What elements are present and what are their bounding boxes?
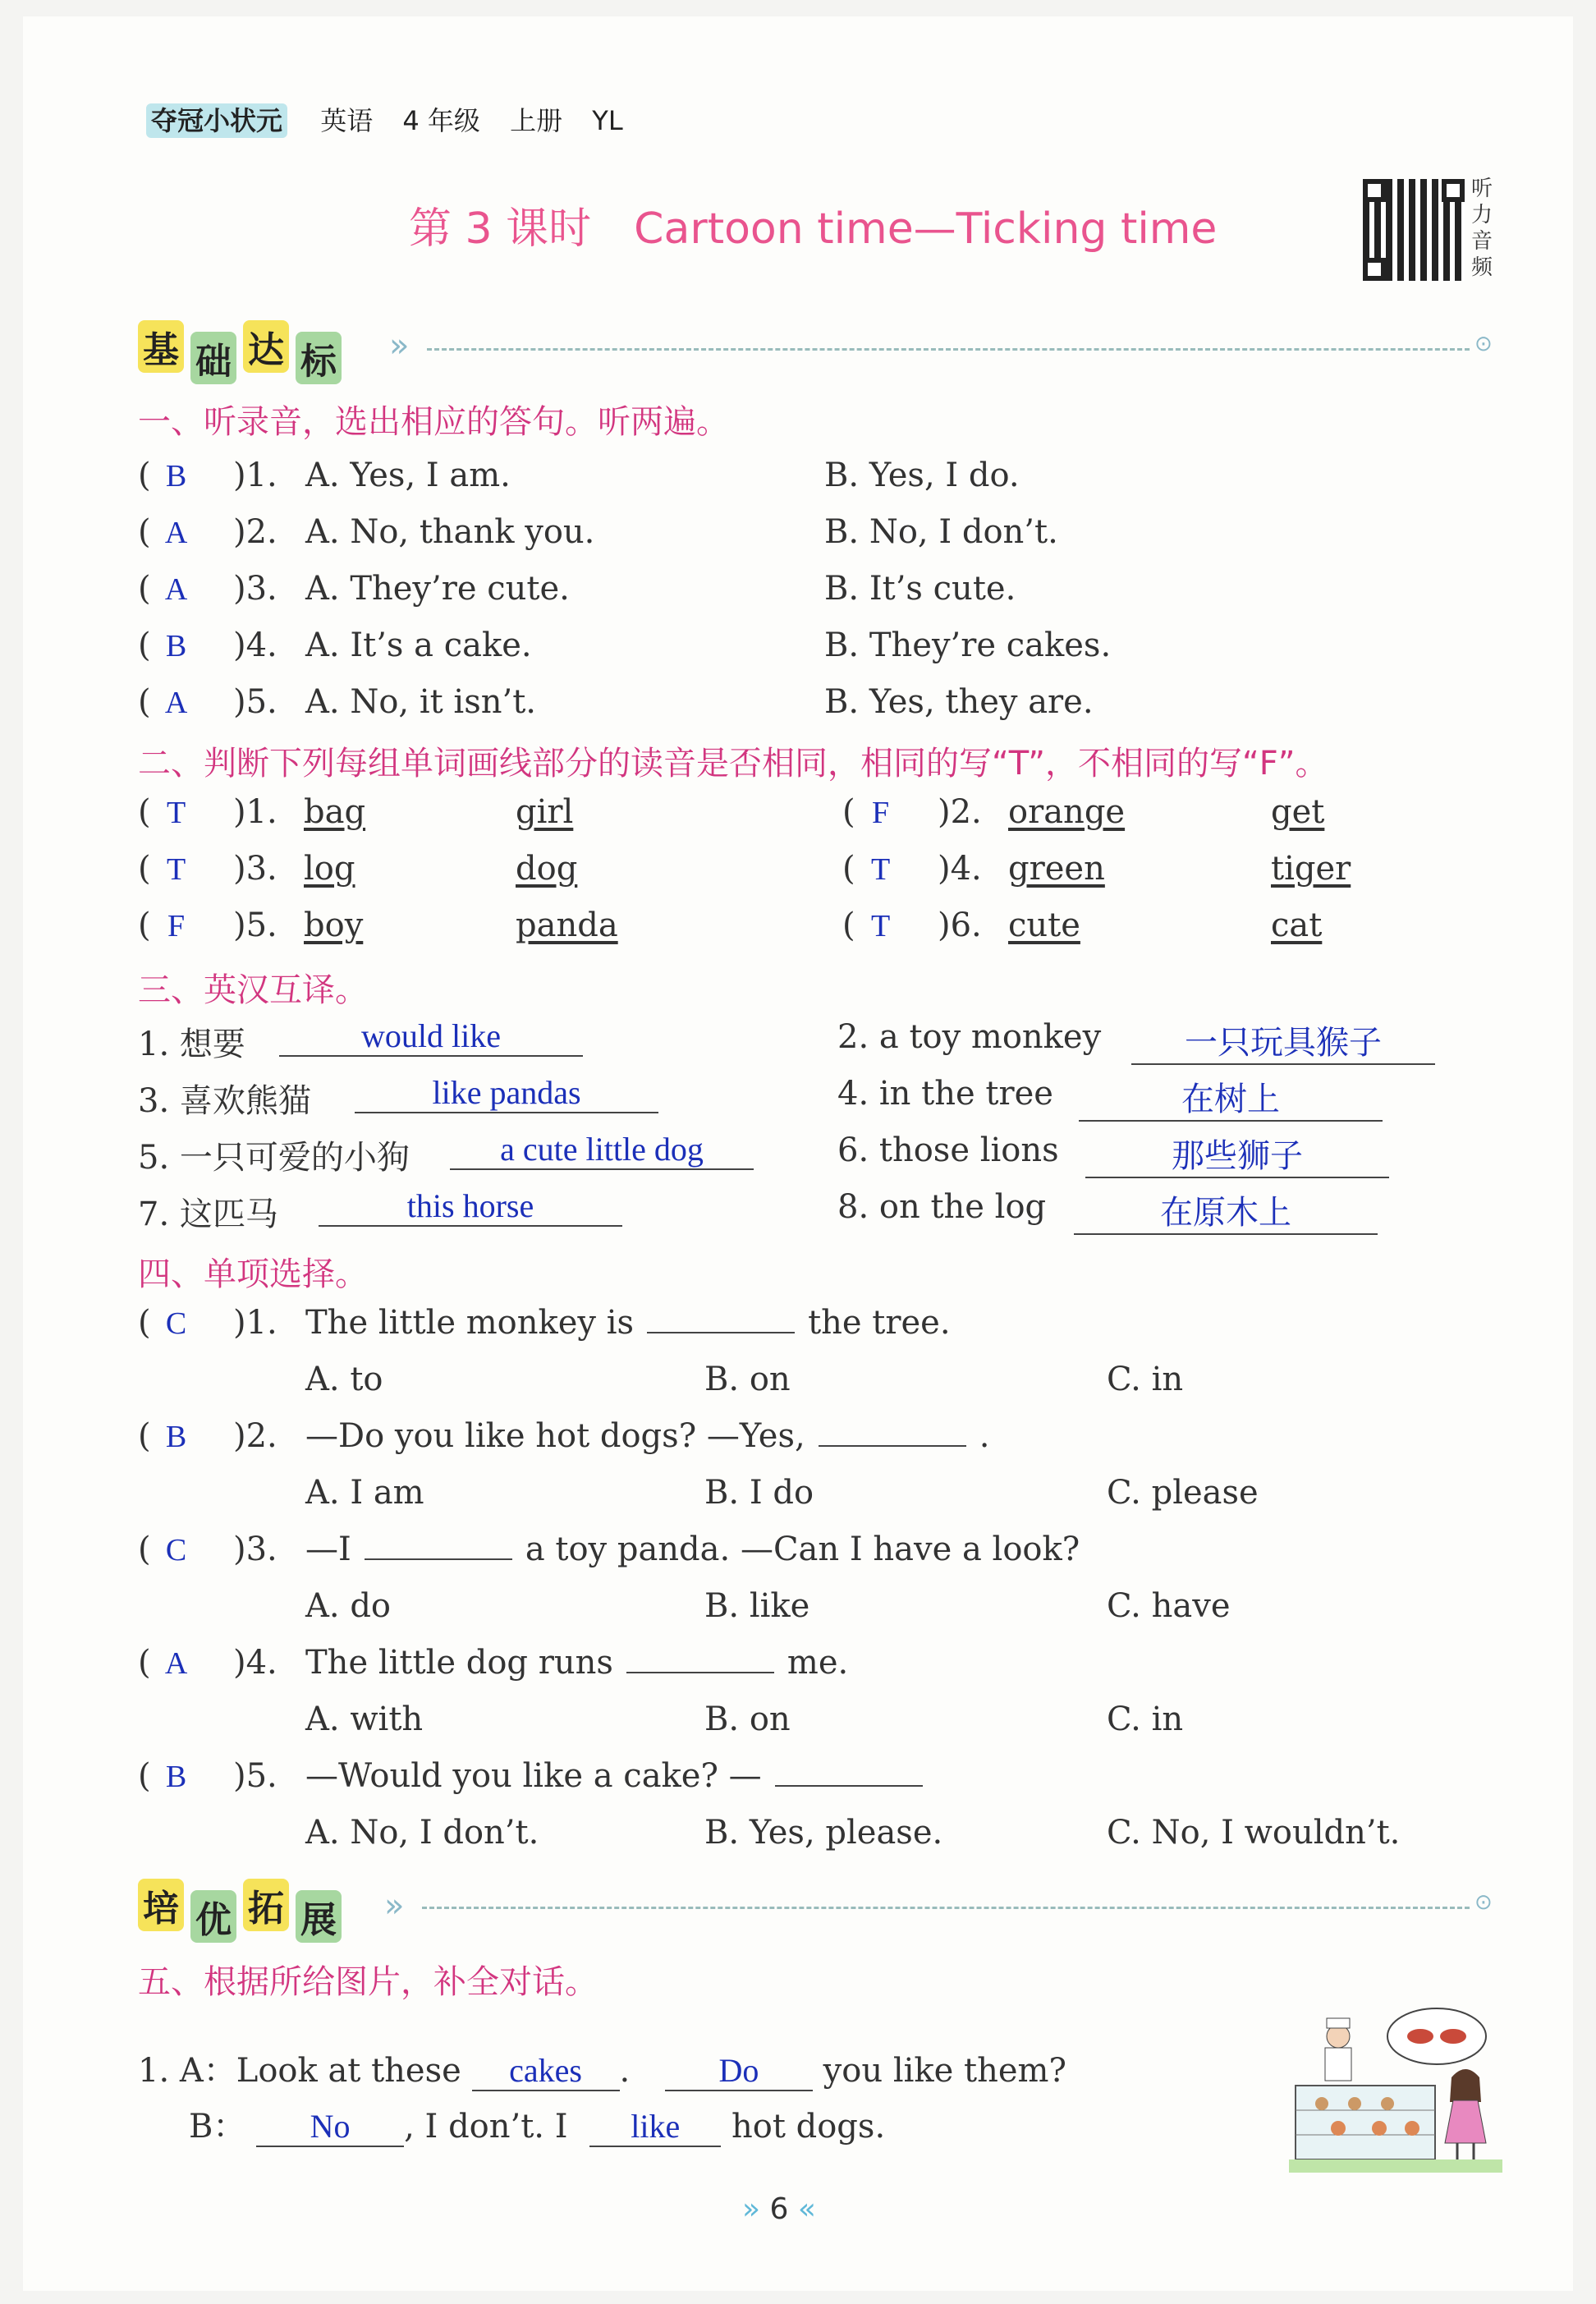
answer-paren: [138, 1417, 202, 1455]
answer-paren: [842, 850, 906, 888]
translate-prompt: 8. on the log: [837, 1188, 1047, 1226]
option-a: A. No, it isn’t.: [305, 683, 536, 721]
paren-open: (: [138, 850, 151, 888]
dialog-line-a: 1. A：Look at these cakes . Do you like them?: [138, 2052, 1066, 2090]
paren-open: (: [138, 1304, 151, 1342]
paren-open: (: [138, 683, 151, 721]
circle-chevron-icon: ⊙: [1474, 1890, 1493, 1915]
question-number: )2.: [233, 1417, 277, 1455]
answer-paren: [138, 850, 202, 888]
choice-option: A. with: [305, 1700, 424, 1738]
lesson-title: 第 3 课时 Cartoon time—Ticking time: [409, 204, 1218, 254]
dialog-line-b: B： No , I don’t. I like hot dogs.: [189, 2108, 886, 2146]
answer-paren: [138, 1757, 202, 1795]
option-a: A. No, thank you.: [305, 513, 595, 551]
word-1: bag: [304, 793, 366, 831]
part3-heading: 三、英汉互译。: [138, 971, 368, 1009]
answer-letter[interactable]: T: [167, 852, 186, 887]
paren-open: (: [138, 513, 151, 551]
translate-prompt: 2. a toy monkey: [837, 1018, 1102, 1056]
question-number: )2.: [233, 513, 277, 551]
question-stem: [305, 1304, 951, 1342]
answer-blank[interactable]: 在原木上: [1074, 1186, 1378, 1235]
paren-open: (: [138, 1644, 151, 1682]
translate-prompt: 7. 这匹马: [138, 1196, 278, 1233]
answer-paren: [138, 626, 202, 664]
option-a: A. It’s a cake.: [305, 626, 532, 664]
part5-heading: 五、根据所给图片，补全对话。: [138, 1963, 598, 2001]
option-a: A. Yes, I am.: [305, 457, 511, 494]
stem-text: The little monkey is: [305, 1304, 635, 1342]
question-number: )1.: [233, 1304, 277, 1342]
chevron-right-icon: »: [742, 2192, 761, 2226]
option-a: A. They’re cute.: [305, 570, 570, 608]
answer-blank[interactable]: [365, 1558, 512, 1560]
question-number: )5.: [233, 683, 277, 721]
question-number: )3.: [233, 570, 277, 608]
option-b: B. It’s cute.: [824, 570, 1016, 608]
answer-blank[interactable]: [819, 1445, 966, 1447]
qr-finder: [1363, 258, 1386, 281]
page-number: » 6 «: [742, 2192, 816, 2226]
answer-letter[interactable]: B: [165, 1760, 187, 1794]
paren-open: (: [842, 906, 855, 944]
translate-prompt: 1. 想要: [138, 1026, 245, 1063]
question-number: )1.: [233, 793, 277, 831]
answer-letter[interactable]: T: [167, 796, 186, 830]
answer-paren: [138, 457, 202, 494]
answer-letter[interactable]: B: [165, 459, 187, 493]
choice-option: C. in: [1107, 1700, 1184, 1738]
answer-blank[interactable]: this horse: [319, 1186, 622, 1227]
answer-letter[interactable]: C: [165, 1533, 187, 1567]
stem-text: —Would you like a cake? —: [305, 1757, 762, 1795]
answer-blank[interactable]: 在树上: [1079, 1073, 1383, 1122]
answer-blank[interactable]: [626, 1672, 774, 1673]
stem-text: me.: [787, 1644, 849, 1682]
option-b: B. Yes, I do.: [824, 457, 1020, 494]
choice-option: C. have: [1107, 1587, 1231, 1625]
brand-label: 夺冠小状元: [146, 103, 287, 138]
qr-finder: [1442, 179, 1465, 202]
answer-letter[interactable]: F: [872, 796, 890, 830]
answer-paren: [138, 906, 202, 944]
divider: [427, 348, 1470, 351]
word-1: cute: [1008, 906, 1080, 944]
answer-blank[interactable]: Do: [665, 2051, 813, 2091]
edition-label: YL: [592, 105, 623, 136]
word-2: cat: [1271, 906, 1323, 944]
question-number: )6.: [938, 906, 982, 944]
answer-paren: [138, 1531, 202, 1568]
answer-letter[interactable]: A: [164, 686, 188, 720]
grade-label: 4 年级: [402, 105, 480, 136]
paren-open: (: [842, 850, 855, 888]
answer-paren: [138, 683, 202, 721]
paren-open: (: [138, 1757, 151, 1795]
answer-blank[interactable]: [647, 1332, 795, 1333]
choice-option: B. I do: [704, 1474, 814, 1512]
question-number: )2.: [938, 793, 982, 831]
word-2: girl: [516, 793, 574, 831]
stem-text: .: [979, 1417, 990, 1455]
answer-paren: [138, 793, 202, 831]
answer-blank[interactable]: would like: [279, 1017, 583, 1057]
answer-letter[interactable]: A: [164, 572, 188, 607]
answer-letter[interactable]: A: [164, 516, 188, 550]
question-number: )4.: [233, 626, 277, 664]
choice-option: B. on: [704, 1700, 791, 1738]
choice-option: A. to: [305, 1361, 383, 1398]
choice-option: C. in: [1107, 1361, 1184, 1398]
page-header: [146, 100, 623, 138]
question-stem: [305, 1531, 1080, 1568]
qr-label: 听 力 音 频: [1471, 177, 1493, 280]
part4-heading: 四、单项选择。: [138, 1255, 368, 1293]
question-number: )3.: [233, 1531, 277, 1568]
word-1: green: [1008, 850, 1105, 888]
word-1: log: [304, 850, 355, 888]
answer-blank[interactable]: a cute little dog: [450, 1130, 754, 1170]
choice-option: A. do: [305, 1587, 392, 1625]
answer-letter[interactable]: B: [165, 1420, 187, 1454]
question-number: )3.: [233, 850, 277, 888]
choice-option: A. I am: [305, 1474, 424, 1512]
translate-prompt: 4. in the tree: [837, 1075, 1053, 1113]
paren-open: (: [842, 793, 855, 831]
part2-heading: 二、判断下列每组单词画线部分的读音是否相同，相同的写“T”，不相同的写“F”。: [138, 745, 1328, 783]
divider: [422, 1907, 1470, 1909]
translate-prompt: 5. 一只可爱的小狗: [138, 1139, 410, 1177]
answer-letter[interactable]: B: [165, 629, 187, 663]
word-2: tiger: [1271, 850, 1351, 888]
word-2: panda: [516, 906, 618, 944]
answer-letter[interactable]: A: [164, 1646, 188, 1681]
choice-option: C. No, I wouldn’t.: [1107, 1814, 1401, 1852]
qr-finder: [1363, 179, 1386, 202]
chevron-right-icon: »: [384, 1887, 405, 1925]
volume-label: 上册: [510, 105, 563, 136]
choice-option: B. like: [704, 1587, 810, 1625]
paren-open: (: [138, 570, 151, 608]
answer-blank[interactable]: [775, 1785, 923, 1787]
section-advanced-banner: 培 优 拓 展: [138, 1879, 348, 1931]
answer-blank[interactable]: like pandas: [355, 1073, 658, 1113]
subject-label: 英语: [320, 105, 374, 136]
word-2: dog: [516, 850, 578, 888]
question-stem: [305, 1417, 989, 1455]
paren-open: (: [138, 1417, 151, 1455]
translate-prompt: 3. 喜欢熊猫: [138, 1082, 311, 1120]
question-number: )5.: [233, 1757, 277, 1795]
option-b: B. They’re cakes.: [824, 626, 1112, 664]
answer-paren: [842, 793, 906, 831]
answer-letter[interactable]: T: [871, 909, 891, 943]
paren-open: (: [138, 626, 151, 664]
question-stem: [305, 1757, 936, 1795]
word-2: get: [1271, 793, 1325, 831]
stem-text: —I: [305, 1531, 351, 1568]
answer-blank[interactable]: like: [589, 2107, 721, 2147]
choice-option: B. Yes, please.: [704, 1814, 943, 1852]
stem-text: —Do you like hot dogs? —Yes,: [305, 1417, 805, 1455]
choice-option: C. please: [1107, 1474, 1259, 1512]
word-1: orange: [1008, 793, 1126, 831]
paren-open: (: [138, 793, 151, 831]
answer-paren: [842, 906, 906, 944]
answer-letter[interactable]: C: [165, 1306, 187, 1341]
answer-blank[interactable]: 一只玩具猴子: [1131, 1017, 1435, 1065]
question-number: )5.: [233, 906, 277, 944]
question-number: )4.: [938, 850, 982, 888]
chevron-left-icon: «: [797, 2192, 816, 2226]
question-number: )4.: [233, 1644, 277, 1682]
stem-text: the tree.: [808, 1304, 951, 1342]
answer-letter[interactable]: T: [871, 852, 891, 887]
answer-blank[interactable]: 那些狮子: [1085, 1130, 1389, 1178]
stem-text: The little dog runs: [305, 1644, 613, 1682]
choice-option: A. No, I don’t.: [305, 1814, 539, 1852]
chevron-right-icon: »: [389, 327, 410, 365]
paren-open: (: [138, 457, 151, 494]
paren-open: (: [138, 906, 151, 944]
option-b: B. Yes, they are.: [824, 683, 1094, 721]
paren-open: (: [138, 1531, 151, 1568]
answer-paren: [138, 570, 202, 608]
option-b: B. No, I don’t.: [824, 513, 1058, 551]
question-stem: [305, 1644, 848, 1682]
circle-chevron-icon: ⊙: [1474, 332, 1493, 356]
answer-paren: [138, 1644, 202, 1682]
word-1: boy: [304, 906, 364, 944]
section-basic-banner: 基 础 达 标: [138, 320, 348, 373]
translate-prompt: 6. those lions: [837, 1131, 1059, 1169]
answer-blank[interactable]: cakes: [472, 2051, 620, 2091]
answer-paren: [138, 513, 202, 551]
answer-paren: [138, 1304, 202, 1342]
choice-option: B. on: [704, 1361, 791, 1398]
part1-heading: 一、听录音，选出相应的答句。听两遍。: [138, 403, 729, 441]
bakery-illustration: [1289, 2003, 1502, 2176]
answer-blank[interactable]: No: [256, 2107, 404, 2147]
question-number: )1.: [233, 457, 277, 494]
answer-letter[interactable]: F: [167, 909, 186, 943]
stem-text: a toy panda. —Can I have a look?: [525, 1531, 1080, 1568]
